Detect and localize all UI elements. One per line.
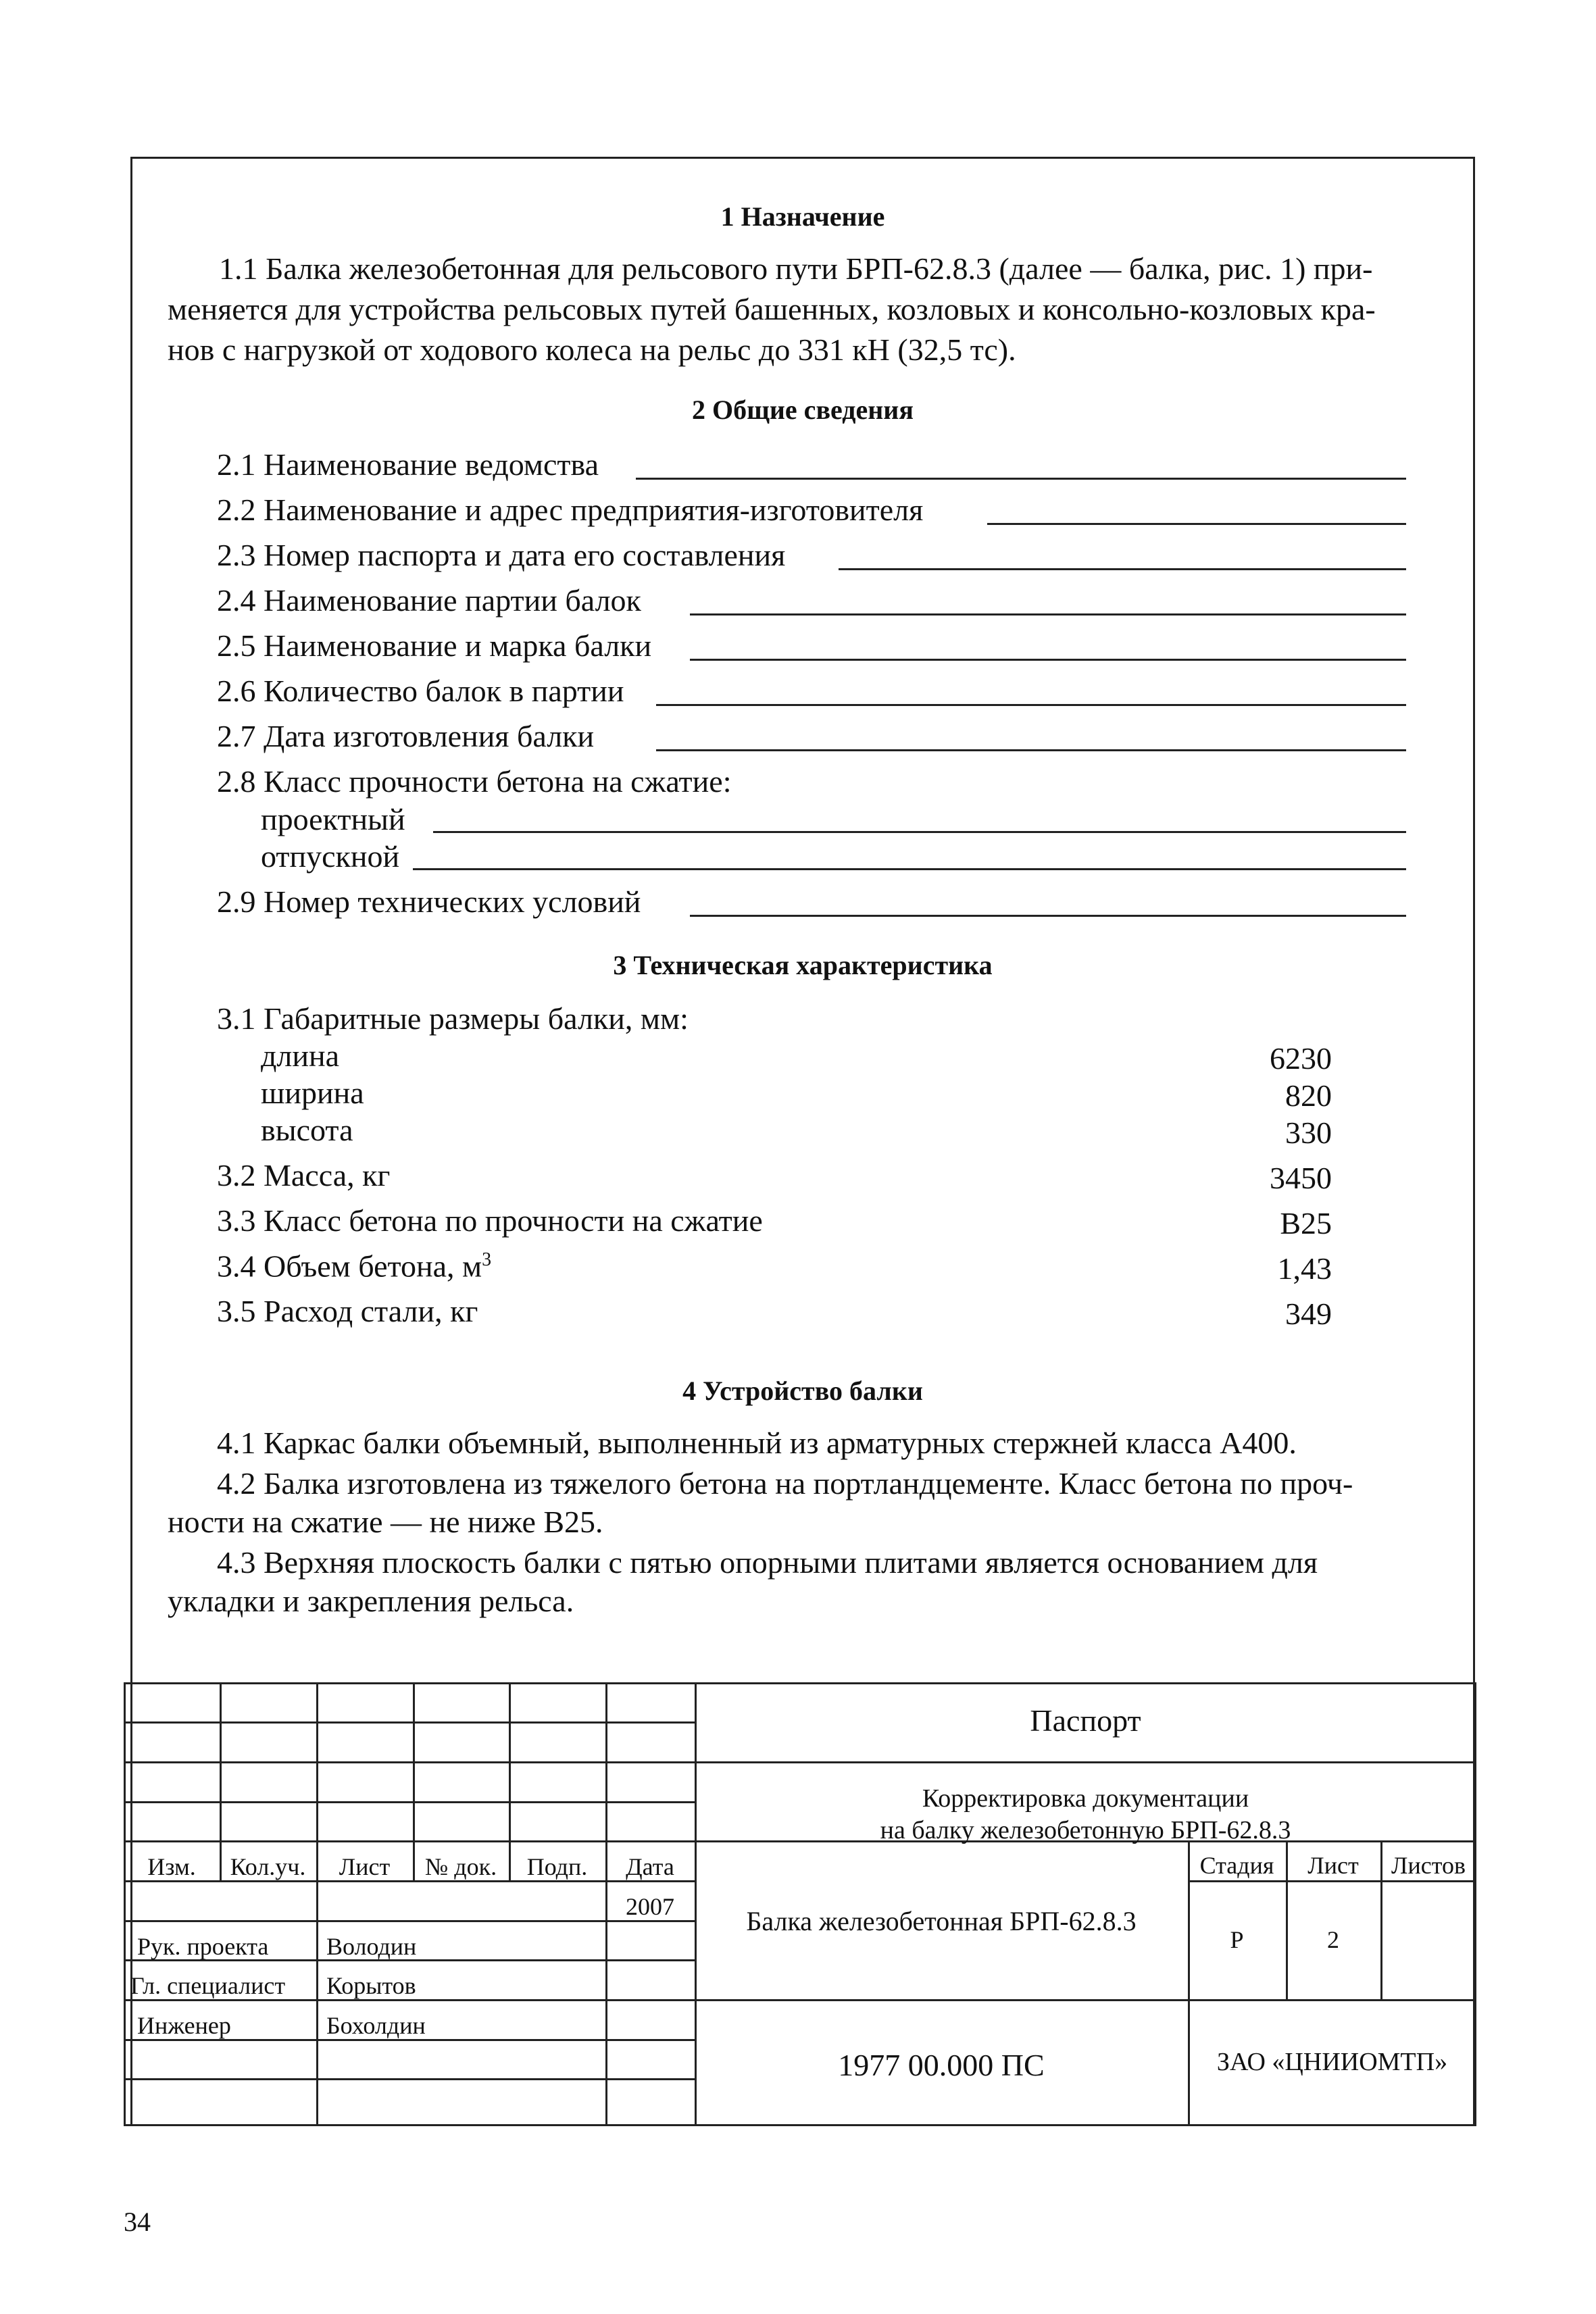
title-block xyxy=(124,1682,1476,2126)
spec-width-label: ширина xyxy=(261,1076,364,1110)
stamp-bottom-border xyxy=(124,2124,1476,2126)
organization: ЗАО «ЦНИИОМТП» xyxy=(1216,2048,1448,2076)
role-project-lead: Рук. проекта xyxy=(137,1933,269,1960)
spec-mass-value: 3450 xyxy=(1270,1161,1332,1195)
item-2-3: 2.3 Номер паспорта и дата его составления xyxy=(217,538,786,572)
col-header-count: Кол.уч. xyxy=(230,1853,306,1880)
name-engineer: Бохолдин xyxy=(326,2012,426,2039)
item-2-5: 2.5 Наименование и марка балки xyxy=(217,628,652,663)
spec-volume-superscript: 3 xyxy=(482,1249,492,1270)
item-2-8-release: отпускной xyxy=(261,839,400,874)
role-chief-specialist: Гл. специалист xyxy=(130,1972,286,1999)
item-2-8-design: проектный xyxy=(261,802,405,836)
name-project-lead: Володин xyxy=(326,1933,417,1960)
item-2-1-field[interactable] xyxy=(636,478,1406,480)
spec-class-label: 3.3 Класс бетона по прочности на сжатие xyxy=(217,1203,763,1238)
col-header-date: Дата xyxy=(626,1853,674,1880)
item-2-8-design-field[interactable] xyxy=(433,831,1406,833)
col-header-sheet: Лист xyxy=(339,1853,391,1880)
grid-line xyxy=(124,2078,695,2080)
section-4-line-5: укладки и закрепления рельса. xyxy=(168,1584,574,1618)
section-1-line-2: меняется для устройства рельсовых путей башенных, козловых и консольно-козловых кра- xyxy=(168,292,1376,326)
item-2-4-field[interactable] xyxy=(690,613,1406,615)
subject-line-2: на балку железобетонную БРП-62.8.3 xyxy=(880,1816,1291,1844)
grid-line xyxy=(220,1682,222,1880)
item-2-7-field[interactable] xyxy=(656,749,1406,751)
item-2-9-field[interactable] xyxy=(690,915,1406,917)
role-engineer: Инженер xyxy=(137,2012,231,2039)
document-code: 1977 00.000 ПС xyxy=(838,2048,1045,2082)
section-1-heading: 1 Назначение xyxy=(720,201,885,232)
spec-length-value: 6230 xyxy=(1270,1041,1332,1076)
item-2-4: 2.4 Наименование партии балок xyxy=(217,583,641,618)
stamp-left-border xyxy=(124,1682,126,2126)
item-3-1: 3.1 Габаритные размеры балки, мм: xyxy=(217,1001,689,1036)
spec-volume-value: 1,43 xyxy=(1277,1251,1332,1286)
grid-line xyxy=(124,1801,695,1803)
section-4-line-1: 4.1 Каркас балки объемный, выполненный из арматурных стержней класса А400. xyxy=(217,1426,1297,1460)
spec-length-label: длина xyxy=(261,1038,340,1073)
spec-volume-label: 3.4 Объем бетона, $м^3$ xyxy=(217,1249,492,1284)
stamp-top-border xyxy=(124,1682,1476,1684)
item-2-8-release-field[interactable] xyxy=(413,868,1406,870)
col-header-change: Изм. xyxy=(147,1853,196,1880)
col-header-signature: Подп. xyxy=(526,1853,588,1880)
item-2-6: 2.6 Количество балок в партии xyxy=(217,674,624,708)
grid-line xyxy=(413,1682,415,1880)
stage-label: Стадия xyxy=(1199,1852,1274,1879)
sheet-label: Лист xyxy=(1307,1852,1359,1879)
section-4-line-4: 4.3 Верхняя плоскость балки с пятью опорными плитами является основанием для xyxy=(217,1545,1318,1580)
grid-line xyxy=(1188,1880,1476,1882)
section-3-heading: 3 Техническая характеристика xyxy=(613,950,993,980)
spec-height-value: 330 xyxy=(1285,1115,1332,1150)
section-1-line-1: 1.1 Балка железобетонная для рельсового пути БРП-62.8.3 (далее — балка, рис. 1) при- xyxy=(219,251,1373,286)
sheets-label: Листов xyxy=(1391,1852,1466,1879)
item-2-6-field[interactable] xyxy=(656,704,1406,706)
section-4-line-3: ности на сжатие — не ниже В25. xyxy=(168,1505,603,1539)
section-4-heading: 4 Устройство балки xyxy=(682,1376,923,1406)
item-2-5-field[interactable] xyxy=(690,659,1406,661)
section-1-line-3: нов с нагрузкой от ходового колеса на рельс до 331 кН (32,5 тс). xyxy=(168,332,1016,367)
item-2-9: 2.9 Номер технических условий xyxy=(217,884,641,919)
section-4-line-2: 4.2 Балка изготовлена из тяжелого бетона на портландцементе. Класс бетона по проч- xyxy=(217,1466,1353,1501)
spec-steel-label: 3.5 Расход стали, кг xyxy=(217,1294,478,1328)
item-2-7: 2.7 Дата изготовления балки xyxy=(217,719,595,753)
name-chief-specialist: Корытов xyxy=(326,1972,416,1999)
stage-value: Р xyxy=(1230,1926,1244,1953)
document-title: Паспорт xyxy=(1030,1703,1141,1738)
spec-height-label: высота xyxy=(261,1113,353,1147)
grid-line xyxy=(1188,1840,1190,2126)
grid-line xyxy=(316,1682,318,2126)
spec-class-value: В25 xyxy=(1280,1206,1332,1240)
year-cell: 2007 xyxy=(626,1893,674,1920)
grid-line xyxy=(509,1682,511,1880)
grid-line xyxy=(124,1721,695,1724)
item-2-2-field[interactable] xyxy=(987,523,1406,525)
item-name: Балка железобетонная БРП-62.8.3 xyxy=(746,1906,1137,1936)
spec-steel-value: 349 xyxy=(1285,1297,1332,1331)
item-2-8: 2.8 Класс прочности бетона на сжатие: xyxy=(217,764,732,799)
grid-line xyxy=(695,1761,1476,1763)
section-2-heading: 2 Общие сведения xyxy=(692,395,914,425)
item-2-3-field[interactable] xyxy=(839,568,1406,570)
grid-line xyxy=(124,1761,695,1763)
item-2-1: 2.1 Наименование ведомства xyxy=(217,447,599,482)
spec-mass-label: 3.2 Масса, кг xyxy=(217,1158,391,1192)
page-number: 34 xyxy=(124,2207,151,2237)
item-2-2: 2.2 Наименование и адрес предприятия-изготовителя xyxy=(217,493,924,527)
col-header-docnum: № док. xyxy=(424,1853,497,1880)
sheet-value: 2 xyxy=(1327,1926,1339,1953)
subject-line-1: Корректировка документации xyxy=(922,1784,1249,1813)
spec-width-value: 820 xyxy=(1285,1078,1332,1113)
